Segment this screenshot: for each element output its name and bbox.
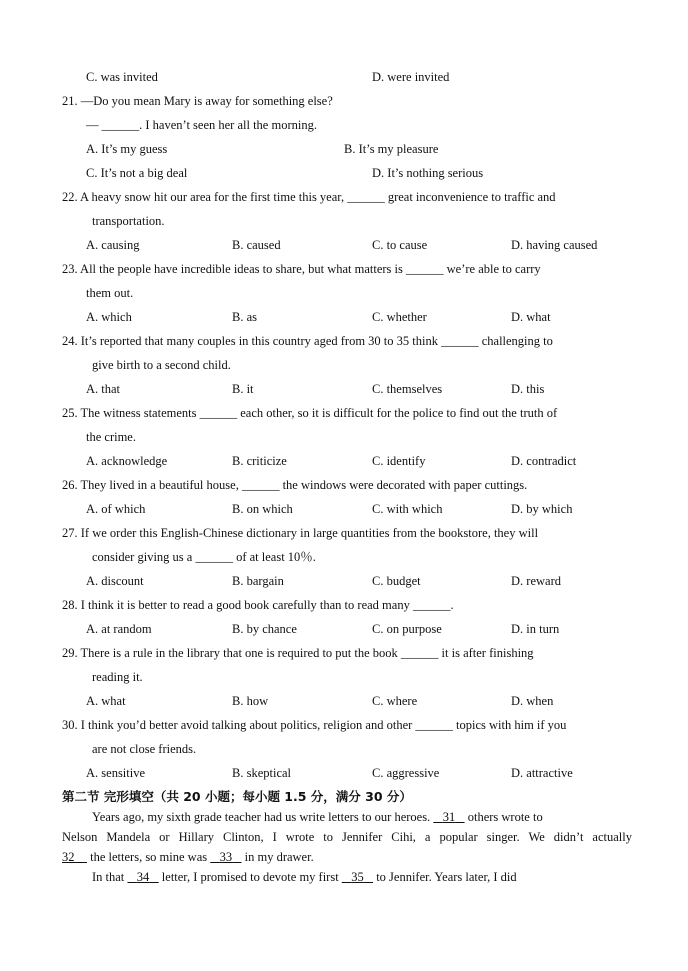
cloze-text: the letters, so mine was: [90, 850, 208, 864]
q21-option-b: B. It’s my pleasure: [344, 142, 439, 156]
q27-option-d: D. reward: [511, 574, 561, 588]
q20-option-c: C. was invited: [86, 70, 158, 84]
q28-option-a: A. at random: [86, 622, 152, 636]
q24-option-b: B. it: [232, 382, 254, 396]
cloze-line-4: [92, 869, 517, 885]
blank-35: 35: [351, 870, 364, 884]
q21-option-d: D. It’s nothing serious: [372, 166, 484, 180]
q26-option-a: A. of which: [86, 502, 146, 516]
q26-stem: 26. They lived in a beautiful house, ______ the windows were decorated with paper cuttings.: [62, 478, 528, 492]
q30-stem-cont: are not close friends.: [92, 742, 197, 756]
q24-stem: 24. It’s reported that many couples in this country aged from 30 to 35 think ______ challenging to: [62, 334, 553, 348]
q30-stem: 30. I think you’d better avoid talking about politics, religion and other ______ topics with him if you: [62, 718, 567, 732]
q24-option-d: D. this: [511, 382, 545, 396]
q27-stem-cont: consider giving us a ______ of at least 10％.: [92, 550, 316, 564]
q22-option-b: B. caused: [232, 238, 281, 252]
q25-option-d: D. contradict: [511, 454, 577, 468]
cloze-line-3: [62, 849, 314, 865]
q23-stem-cont: them out.: [86, 286, 134, 300]
cloze-line-2: Nelson Mandela or Hillary Clinton, I wrote to Jennifer Cihi, a popular singer. We didn’t actually: [62, 830, 632, 844]
section-heading: 第二节 完形填空（共 20 小题；每小题 1.5 分，满分 30 分）: [62, 789, 412, 804]
q25-option-a: A. acknowledge: [86, 454, 168, 468]
q21-stem: 21. —Do you mean Mary is away for something else?: [62, 94, 333, 108]
q29-option-a: A. what: [86, 694, 126, 708]
cloze-line-1: [92, 809, 543, 825]
q25-option-c: C. identify: [372, 454, 426, 468]
q23-option-b: B. as: [232, 310, 257, 324]
q30-option-b: B. skeptical: [232, 766, 292, 780]
q29-option-d: D. when: [511, 694, 554, 708]
q21-reply: — ______. I haven’t seen her all the morning.: [86, 118, 317, 132]
q23-option-d: D. what: [511, 310, 551, 324]
q29-option-b: B. how: [232, 694, 269, 708]
q26-option-d: D. by which: [511, 502, 573, 516]
q26-option-c: C. with which: [372, 502, 443, 516]
q30-option-c: C. aggressive: [372, 766, 440, 780]
q23-option-a: A. which: [86, 310, 132, 324]
blank-33: 33: [219, 850, 233, 864]
q28-stem: 28. I think it is better to read a good book carefully than to read many ______.: [62, 598, 454, 612]
blank-31: 31: [442, 810, 456, 824]
q22-option-d: D. having caused: [511, 238, 598, 252]
q28-option-c: C. on purpose: [372, 622, 442, 636]
cloze-text: to Jennifer. Years later, I did: [376, 870, 517, 884]
q29-stem-cont: reading it.: [92, 670, 143, 684]
q22-option-a: A. causing: [86, 238, 140, 252]
q24-stem-cont: give birth to a second child.: [92, 358, 231, 372]
cloze-text: letter, I promised to devote my first: [161, 870, 339, 884]
cloze-text: Years ago, my sixth grade teacher had us write letters to our heroes.: [92, 810, 431, 824]
q23-option-c: C. whether: [372, 310, 427, 324]
cloze-text: others wrote to: [467, 810, 543, 824]
q25-option-b: B. criticize: [232, 454, 287, 468]
q27-option-b: B. bargain: [232, 574, 284, 588]
cloze-text: In that: [92, 870, 125, 884]
q29-stem: 29. There is a rule in the library that one is required to put the book ______ it is after finishing: [62, 646, 534, 660]
q24-option-a: A. that: [86, 382, 121, 396]
q29-option-c: C. where: [372, 694, 418, 708]
q27-stem: 27. If we order this English-Chinese dictionary in large quantities from the bookstore, they will: [62, 526, 539, 540]
q22-option-c: C. to cause: [372, 238, 428, 252]
cloze-text: in my drawer.: [244, 850, 314, 864]
q21-option-a: A. It’s my guess: [86, 142, 168, 156]
q27-option-c: C. budget: [372, 574, 421, 588]
q22-stem: 22. A heavy snow hit our area for the first time this year, ______ great inconvenience to traffic and: [62, 190, 556, 204]
q28-option-d: D. in turn: [511, 622, 560, 636]
q24-option-c: C. themselves: [372, 382, 443, 396]
q22-stem-cont: transportation.: [92, 214, 165, 228]
q21-option-c: C. It’s not a big deal: [86, 166, 188, 180]
q30-option-a: A. sensitive: [86, 766, 146, 780]
q26-option-b: B. on which: [232, 502, 293, 516]
q20-option-d: D. were invited: [372, 70, 450, 84]
q30-option-d: D. attractive: [511, 766, 573, 780]
q23-stem: 23. All the people have incredible ideas to share, but what matters is ______ we’re able to carry: [62, 262, 541, 276]
blank-34: 34: [136, 870, 150, 884]
q28-option-b: B. by chance: [232, 622, 297, 636]
q25-stem-cont: the crime.: [86, 430, 136, 444]
q25-stem: 25. The witness statements ______ each other, so it is difficult for the police to find out the truth of: [62, 406, 558, 420]
q27-option-a: A. discount: [86, 574, 144, 588]
blank-32: 32: [62, 850, 75, 864]
